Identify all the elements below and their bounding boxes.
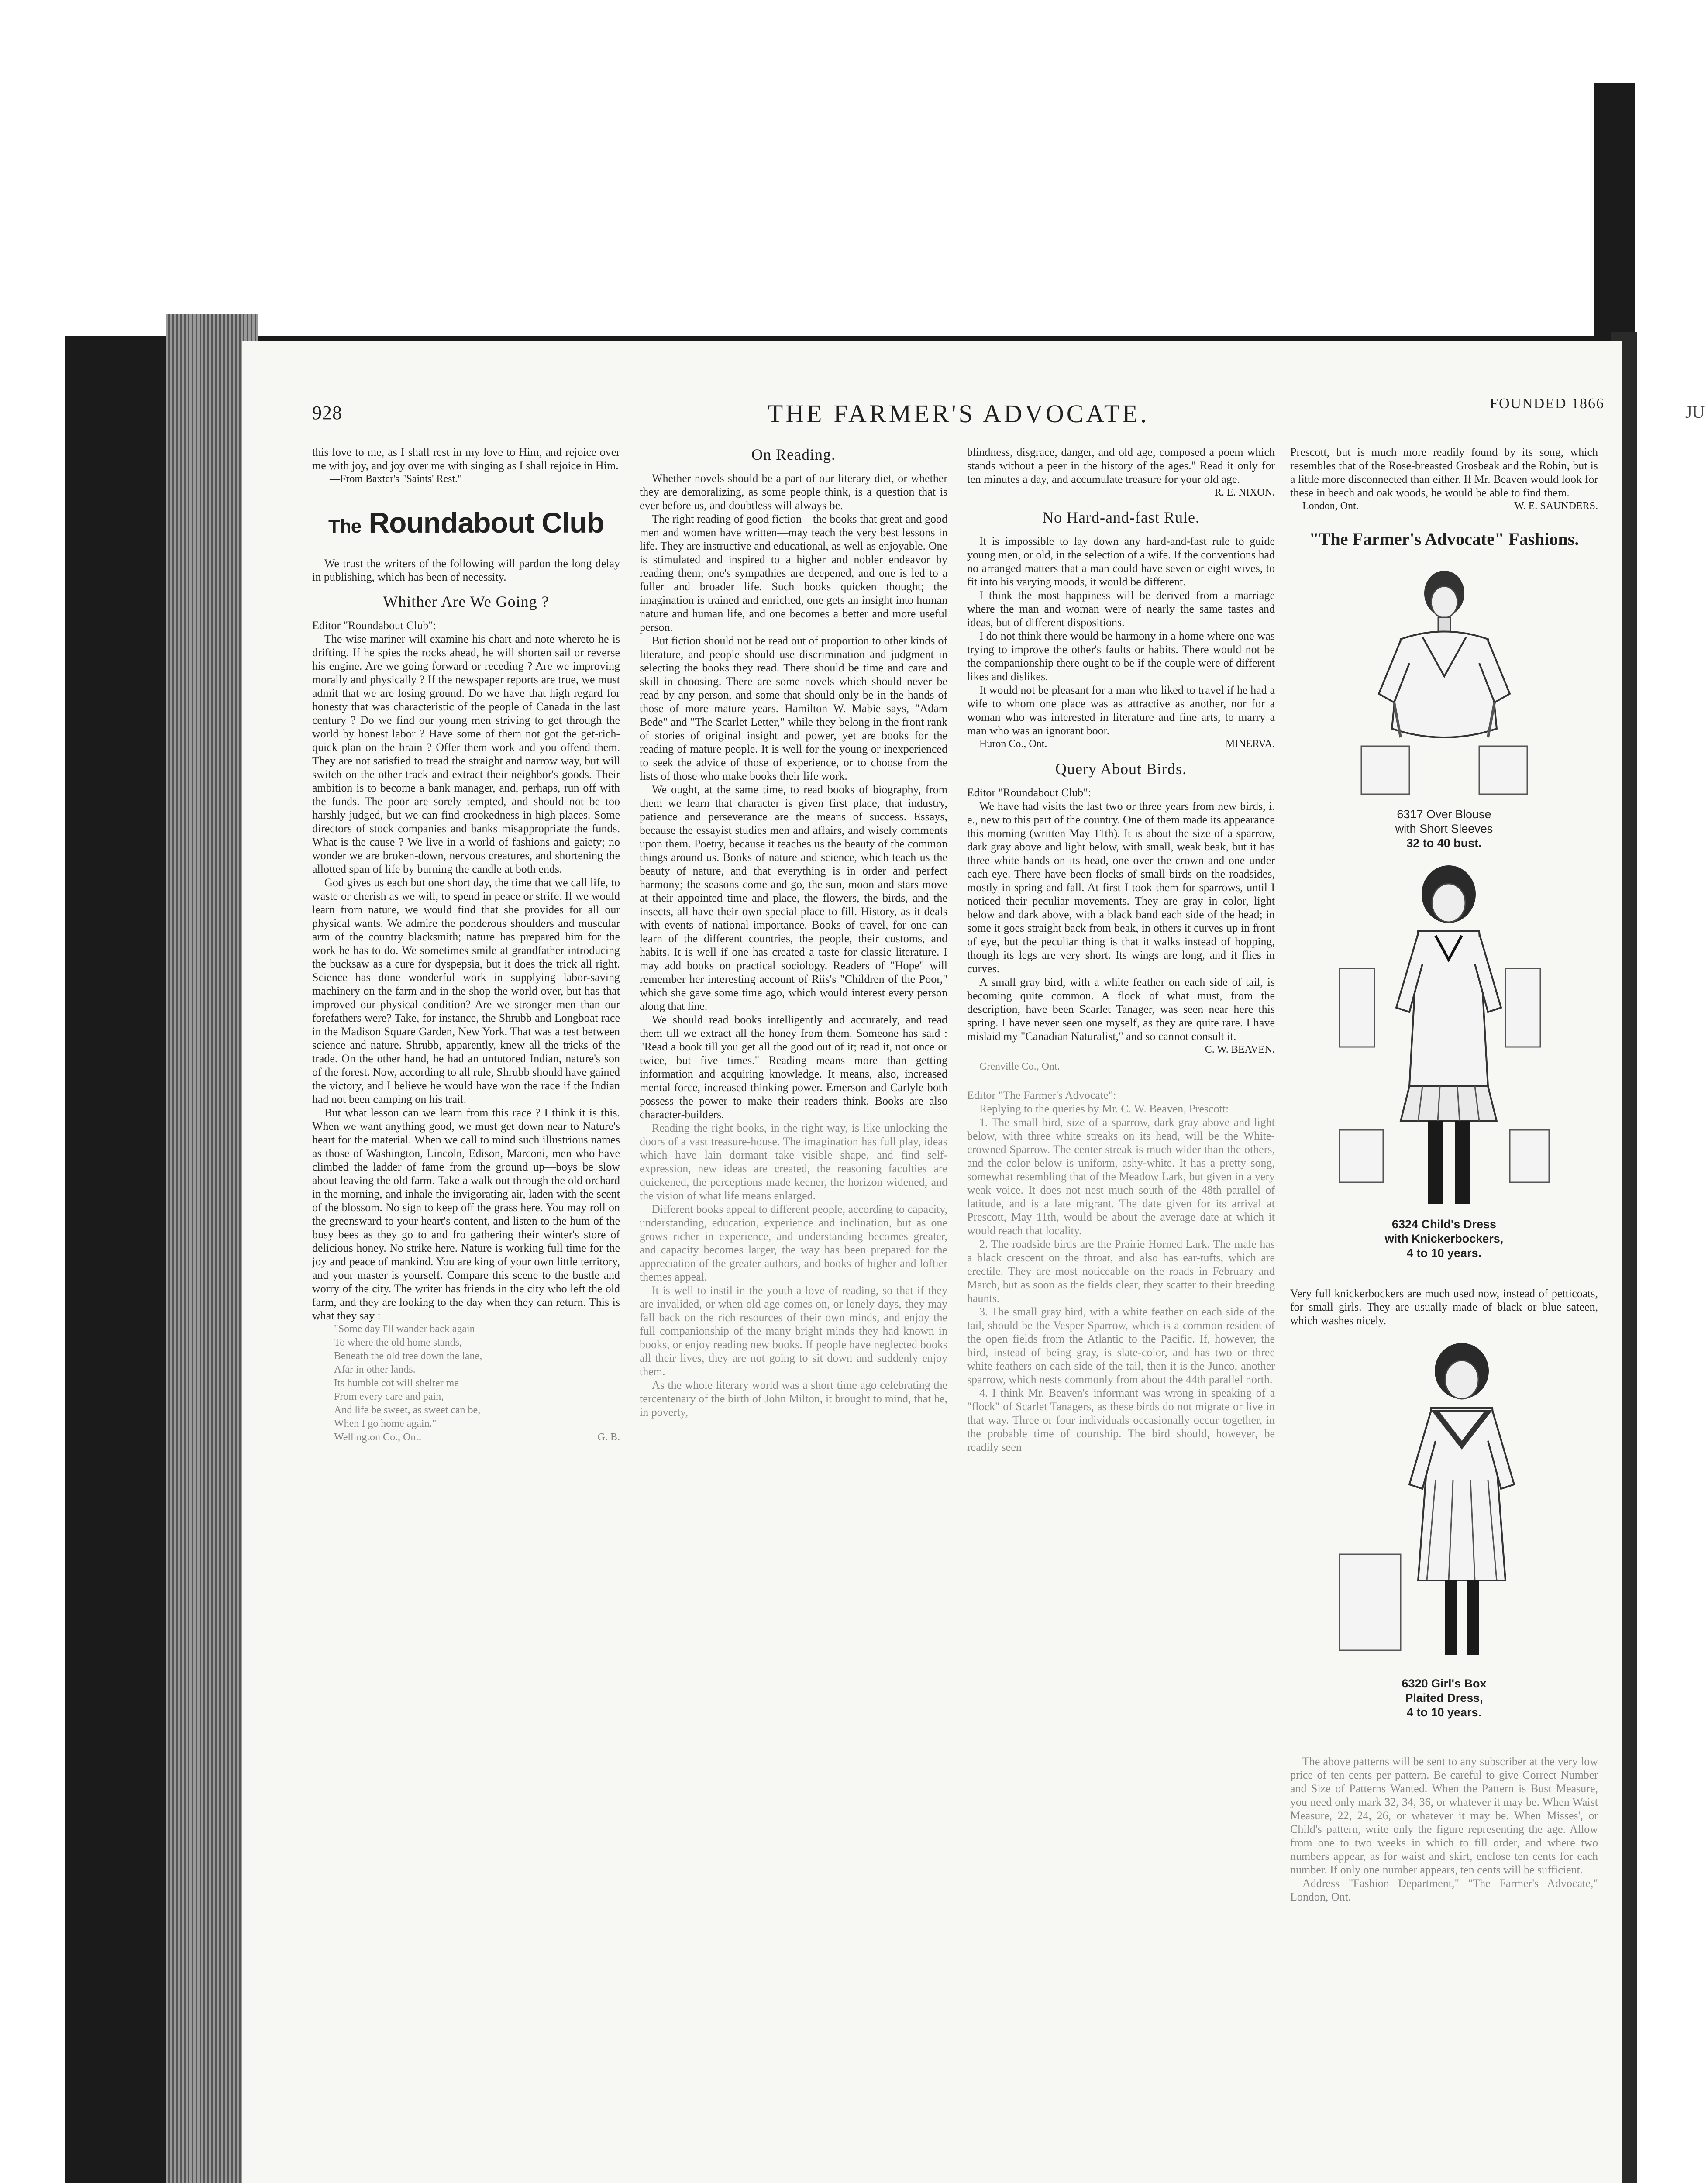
article-paragraph: The right reading of good fiction—the books that great and good men and women have written—may teach the very best lessons in life. They are instructive and educational, as well as enjoyable. One is stimulated and inspired to a higher and nobler endeavor by reading them; one's sympathies are deepened, and one is led to a fuller and broader life. Such books quicken thought; the imagination is trained and enriched, one gets an insight into human nature and human life, and one becomes a better and more useful person. xyxy=(640,513,947,634)
article-signature xyxy=(1290,499,1598,513)
article-paragraph: But what lesson can we learn from this race ? I think it is this. When we want anything good, we must get down near to Nature's heart for the material. When we call to mind such illustrious names as those of Washington, Lincoln, Edison, Marconi, men who have climbed the ladder of fame from the ground up—boys be slow about leaving the old farm. Take a walk out through the old orchard in the morning, and inhale the invigorating air, laden with the scent of the blossom. No sign to keep off the grass here. You may roll on the greensward to your heart's content, and listen to the hum of the busy bees as they go to and fro gathering their winter's store of delicious honey. No strike here. Nature is working full time for the joy and peace of mankind. You are king of your own little territory, and your master is yourself. Compare this scene to the bustle and worry of the city. The writer has friends in the city who left the old farm, and they are looking to the day when they can return. This is what they say : xyxy=(312,1106,620,1322)
poem-line: And life be sweet, as sweet can be, xyxy=(334,1405,481,1416)
article-title: On Reading. xyxy=(751,446,836,463)
article-paragraph: Whether novels should be a part of our literary diet, or whether they are demoralizing, as some people think, is a question that is ever before us, and doubtless will always be. xyxy=(640,472,947,512)
childs-dress-illustration xyxy=(1331,859,1558,1217)
fashions-title: "The Farmer's Advocate" Fashions. xyxy=(1309,529,1579,549)
order-address: Address "Fashion Department," "The Farmer's Advocate," London, Ont. xyxy=(1290,1877,1598,1903)
paper-title: THE FARMER'S ADVOCATE. xyxy=(767,399,1150,428)
article-paragraph: It would not be pleasant for a man who liked to travel if he had a wife to whom one place was as attractive as another, nor for a woman who was interested in literature and fine arts, to marry a man who was an ignorant boor. xyxy=(967,684,1275,737)
signature-name: MINERVA. xyxy=(1226,738,1275,750)
pattern-label: with Knickerbockers, xyxy=(1384,1232,1504,1245)
poem-line: To where the old home stands, xyxy=(334,1337,462,1348)
intro-paragraph: this love to me, as I shall rest in my love to Him, and rejoice over me with joy, and joy over me with singing as I shall rejoice in Him. xyxy=(312,446,620,472)
girls-box-dress-illustration xyxy=(1331,1336,1558,1677)
article-paragraph: Replying to the queries by Mr. C. W. Beaven, Prescott: xyxy=(979,1102,1229,1115)
column-1 xyxy=(312,445,620,2183)
scan-margin-left xyxy=(0,0,65,2183)
pattern-size: 4 to 10 years. xyxy=(1406,1246,1482,1260)
signature-place: Huron Co., Ont. xyxy=(979,738,1047,750)
pattern-label: 6320 Girl's Box xyxy=(1402,1677,1487,1690)
next-page-edge xyxy=(1635,83,1708,2183)
facing-page-edge xyxy=(65,83,1594,336)
article-editor: Editor "Roundabout Club": xyxy=(967,786,1092,799)
column-2 xyxy=(640,445,947,2183)
article-title: Query About Birds. xyxy=(1055,760,1187,778)
intro-paragraph: Prescott, but is much more readily found by its song, which resembles that of the Rose-breasted Grosbeak and the Robin, but is a little more disconnected than either. If Mr. Beaven would look for these in beech and oak woods, he would be able to find them. xyxy=(1290,446,1598,499)
column-4 xyxy=(1290,445,1598,2183)
signature-initials: G. B. xyxy=(597,1432,620,1443)
pattern-size: 32 to 40 bust. xyxy=(1406,837,1482,850)
article-paragraph: The wise mariner will examine his chart and note whereto he is drifting. If he spies the rocks ahead, he will shorten sail or reverse his engine. Are we going forward or receding ? Are we improving morally and physically ? If the newspaper reports are true, we must admit that we are losing ground. Do we have that high regard for honesty that was characteristic of the people of Canada in the last century ? Do we find our young men striving to get through the world by honest labor ? Have some of them not got the get-rich-quick plan on the brain ? Offer them work and you offend them. They are not satisfied to tread the straight and narrow way, but will switch on the other track and extract their neighbor's goods. Their ambition is to become a bank manager, and, perhaps, run off with the funds. The poor are sorely tempted, and should not be too harshly judged, but we can find crookedness in high places. Some directors of stock companies and banks misappropriate the funds. What is the cause ? We live in a world of fashions and gaiety; no wonder we are broken-down, nervous creatures, and shortening the allotted span of life by burning the candle at both ends. xyxy=(312,633,620,875)
article-paragraph: God gives us each but one short day, the time that we call life, to waste or cherish as we will, to spend in peace or strife. If we would learn from nature, we would find that she provides for all our physical wants. We admire the ponderous shoulders and muscular arm of the country blacksmith; nature has prepared him for the work he has to do. We sometimes smile at grandfather introducing the bucksaw as a cure for dyspepsia, but it does the trick all right. Science has done wonderful work in supplying labor-saving machinery on the farm and in the shop the world over, but has that improved our physical condition? Are we stronger men than our forefathers were? Take, for instance, the Shrubb and Longboat race in the Madison Square Garden, New York. That was a test between science and nature. Shrubb, apparently, knew all the tricks of the trade. On the other hand, he had an untutored Indian, nature's son of the forest. Now, according to all rule, Shrubb should have gained the victory, and I believe he would have won the race if the Indian had not been camping on his trail. xyxy=(312,876,620,1105)
pattern-order-info xyxy=(1290,1755,1598,1904)
intro-paragraph: blindness, disgrace, danger, and old age, composed a poem which stands without a peer in the history of the ages." Read it only for ten minutes a day, and accumulate treasure for your old age. xyxy=(967,446,1275,485)
signature-name: C. W. BEAVEN. xyxy=(1205,1044,1275,1055)
fashion-note: Very full knickerbockers are much used now, instead of petticoats, for small girls. They are usually made of black or blue sateen, which washes nicely. xyxy=(1290,1287,1598,1327)
article-paragraph: It is well to instil in the youth a love of reading, so that if they are invalided, or when old age comes on, or lonely days, they may fall back on the rich resources of their own minds, and enjoy the full companionship of the many bright minds they had known in books, or enjoy reading new books. If people have neglected books all their lives, they are not going to sit down and suddenly enjoy them. xyxy=(640,1284,947,1378)
article-title: No Hard-and-fast Rule. xyxy=(1042,509,1200,526)
fashion-figure-childs-dress xyxy=(1322,859,1567,1260)
reply-article xyxy=(967,1088,1275,1454)
article-editor: Editor "Roundabout Club": xyxy=(312,619,437,632)
signature-place: Grenville Co., Ont. xyxy=(979,1061,1060,1072)
section-intro: We trust the writers of the following will pardon the long delay in publishing, which has been of necessity. xyxy=(312,557,620,583)
poem-line: Its humble cot will shelter me xyxy=(334,1377,459,1389)
founded-year: FOUNDED 1866 xyxy=(1490,396,1605,412)
article-paragraph: It is impossible to lay down any hard-and-fast rule to guide young men, or old, in the selection of a wife. If the conventions had no arranged matters that a man could have seven or eight wives, to fit into his varying moods, it would be different. xyxy=(967,535,1275,588)
poem-line: Afar in other lands. xyxy=(334,1364,416,1375)
article-paragraph: We have had visits the last two or three years from new birds, i. e., new to this part of the country. One of them made its appearance this morning (written May 11th). It is about the size of a sparrow, dark gray above and light below, with small, weak beak, but it has three white bands on its head, one over the crown and one under each eye. There have been flocks of small birds on the roadsides, mostly in spring and fall. At first I took them for sparrows, until I noticed their peculiar movements. They are gray in color, light below and dark above, with a black band each side of the head; in some it goes straight back from beak, in others it curves up in front of eye, but the peculiar thing is that it walks instead of hopping, though its legs are very short. Its wings are long, and it flies in curves. xyxy=(967,800,1275,975)
article-paragraph: We should read books intelligently and accurately, and read them till we extract all the honey from them. Someone has said : "Read a book till you get all the good out of it; read it, not once or twice, but five times." Reading means more than getting information and acquiring knowledge. It means, also, increased mental force, increased thinking power. Emerson and Carlyle both possess the power to make their readers think. Books are also character-builders. xyxy=(640,1013,947,1121)
article-paragraph: 3. The small gray bird, with a white feather on each side of the tail, should be the Vesper Sparrow, which is a common resident of the open fields from the Atlantic to the Pacific. If, however, the bird, instead of being gray, is slate-color, and has two or three white feathers on each side of the tail, then it is the Junco, another sparrow, which nests commonly from about the 44th parallel north. xyxy=(967,1305,1275,1386)
running-header xyxy=(312,396,1605,428)
article-paragraph: I think the most happiness will be derived from a marriage where the man and woman were of nearly the same tastes and ideas, but of different dispositions. xyxy=(967,589,1275,629)
article-paragraph: 1. The small bird, size of a sparrow, dark gray above and light below, with three white streaks on its head, will be the White-crowned Sparrow. The center streak is much wider than the others, and the color below is uniform, ashy-white. It has a pretty song, somewhat resembling that of the Meadow Lark, but given in a very weak voice. It does not nest much south of the 48th parallel of latitude, and is a late migrant. The date given for its arrival at Prescott, May 11th, would be about the average date at which it would reach that locality. xyxy=(967,1116,1275,1237)
intro-signature: R. E. NIXON. xyxy=(1215,487,1275,498)
signature-place: London, Ont. xyxy=(1302,500,1359,512)
fashion-figure-girls-box-dress xyxy=(1322,1336,1567,1720)
intro-signature: —From Baxter's "Saints' Rest." xyxy=(330,473,462,485)
article-paragraph: I do not think there would be harmony in a home where one was trying to improve the other's faults or habits. There would not be the companionship there ought to be if the couple were of different likes and dislikes. xyxy=(967,630,1275,683)
article-editor: Editor "The Farmer's Advocate": xyxy=(967,1089,1116,1102)
page-number: 928 xyxy=(312,402,342,424)
poem-line: When I go home again." xyxy=(334,1418,437,1429)
pattern-label: Plaited Dress, xyxy=(1405,1691,1483,1704)
signature-place: Wellington Co., Ont. xyxy=(334,1432,422,1443)
pattern-label: 6324 Child's Dress xyxy=(1391,1218,1497,1231)
poem-line: From every care and pain, xyxy=(334,1391,444,1402)
pattern-size: 4 to 10 years. xyxy=(1406,1706,1482,1719)
pattern-label: 6317 Over Blouse xyxy=(1397,808,1491,821)
order-instructions: The above patterns will be sent to any subscriber at the very low price of ten cents per pattern. Be careful to give Correct Number and Size of Patterns Wanted. When the Pattern is Bust Measure, you need only mark 32, 34, 36, or whatever it may be. When Waist Measure, 22, 24, 26, or whatever it may be. When Misses', or Child's pattern, write only the figure representing the age. Allow from one to two weeks in which to fill order, and where two numbers appear, as for waist and skirt, enclose ten cents for each number. If only one number appears, ten cents will be sufficient. xyxy=(1290,1755,1598,1876)
article-paragraph: A small gray bird, with a white feather on each side of tail, is becoming quite common. A flock of what must, from the description, have been Scarlet Tanager, was seen near here this spring. I have never seen one myself, as they are quite rare. I have mislaid my "Canadian Naturalist," and so cannot consult it. xyxy=(967,976,1275,1043)
scan-margin-top xyxy=(0,0,1708,83)
article-paragraph: As the whole literary world was a short time ago celebrating the tercentenary of the birth of John Milton, it brought to mind, that he, in poverty, xyxy=(640,1379,947,1419)
article-signature xyxy=(312,1431,620,1444)
signature-name: W. E. SAUNDERS. xyxy=(1514,500,1598,512)
poem xyxy=(312,1322,620,1431)
poem-line: "Some day I'll wander back again xyxy=(334,1323,475,1335)
pattern-label: with Short Sleeves xyxy=(1395,822,1493,835)
article-paragraph: 2. The roadside birds are the Prairie Horned Lark. The male has a black crescent on the throat, and also has ear-tufts, which are erectile. They are most noticeable on the roads in February and March, but as soon as the fields clear, they scatter to their breeding haunts. xyxy=(967,1238,1275,1305)
article-paragraph: 4. I think Mr. Beaven's informant was wrong in speaking of a "flock" of Scarlet Tanagers, as these birds do not migrate or live in that way. Three or four individuals occasionally occur together, in the probable time of courtship. The bird should, however, be readily seen xyxy=(967,1387,1275,1453)
poem-line: Beneath the old tree down the lane, xyxy=(334,1350,482,1362)
next-page-fragment: JU xyxy=(1685,402,1705,422)
fashion-figure-blouse xyxy=(1322,563,1567,850)
blouse-illustration xyxy=(1353,563,1536,807)
section-title: The Roundabout Club xyxy=(328,506,604,539)
article-title: Whither Are We Going ? xyxy=(383,593,549,610)
article-signature xyxy=(967,737,1275,751)
article-paragraph: Reading the right books, in the right way, is like unlocking the doors of a vast treasure-house. The imagination has full play, ideas which have lain dormant take visible shape, and find self-expression, new ideas are created, the reasoning faculties are quickened, the perceptions made keener, the horizon widened, and the vision of what life means enlarged. xyxy=(640,1122,947,1202)
column-3 xyxy=(967,445,1275,2183)
article-paragraph: We ought, at the same time, to read books of biography, from them we learn that character is given first place, that industry, patience and perseverance are the means of success. Essays, because the essayist studies men and affairs, and wisely comments upon them. Poetry, because it teaches us the beauty of the common things around us. Books of nature and science, which teach us the beauty of nature, and that everything is in order and perfect harmony; the seasons come and go, the sun, moon and stars move at their appointed time and place, the flowers, the birds, and the insects, all have their own special place to fill. History, as it deals with events of national importance. Books of travel, for one can learn of the different countries, the people, their customs, and habits. It is well if one has created a taste for classic literature. I may add books on practical sociology. Readers of "Hope" will remember her interesting account of Riis's "Children of the Poor," which she gave some time ago, which would interest every person along that line. xyxy=(640,783,947,1012)
article-paragraph: Different books appeal to different people, according to capacity, understanding, education, experience and inclination, but as one grows richer in experience, and understanding becomes greater, and capacity becomes larger, the way has been prepared for the appreciation of the greater authors, and books of higher and loftier themes appeal. xyxy=(640,1203,947,1283)
article-paragraph: But fiction should not be read out of proportion to other kinds of literature, and people should use discrimination and judgment in selecting the books they read. There should be time and care and skill in choosing. There are some novels which should never be read by any person, and some that should only be in the hands of those of more mature years. Hamilton W. Mabie says, "Adam Bede" and "The Scarlet Letter," while they belong in the front rank of stories of original insight and power, yet are books for the reading of mature people. It is well for the young or inexperienced to seek the advice of those of experience, or to choose from the lists of those who make books their life work. xyxy=(640,634,947,782)
